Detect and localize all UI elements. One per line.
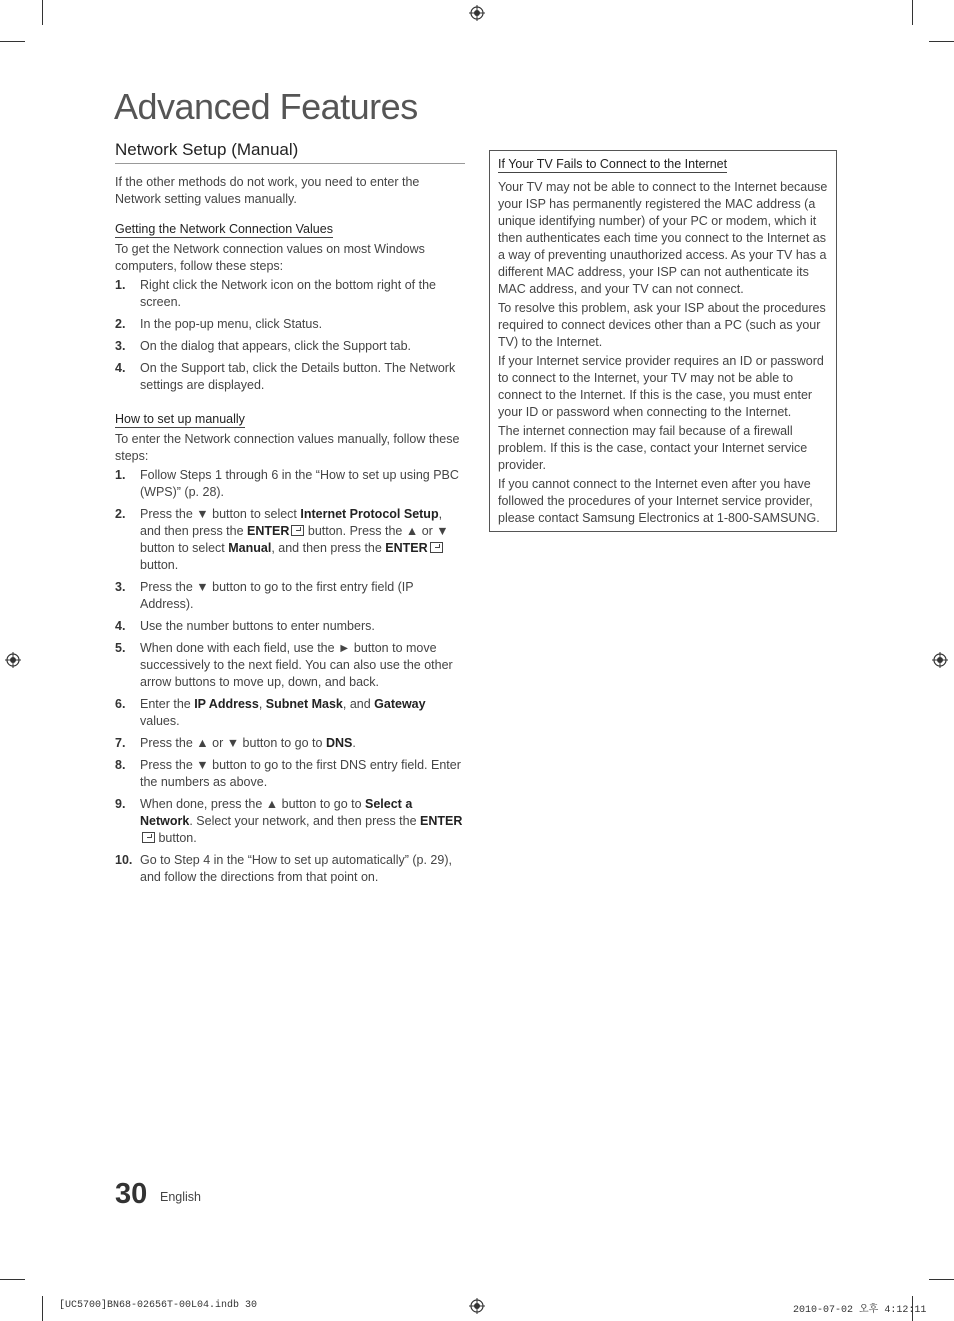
list-item: 4. Use the number buttons to enter numbers. xyxy=(115,619,375,633)
subsection-header xyxy=(115,220,465,238)
print-file-info: [UC5700]BN68-02656T-00L04.indb 30 xyxy=(59,1300,258,1311)
list-item: 2. Press the ▼ button to select Internet Protocol Setup, and then press the ENTER button. Press the ▲ or ▼ button to select Manual, and then press the ENTER button. xyxy=(115,507,449,572)
subsection-heading: Getting the Network Connection Values xyxy=(115,222,333,236)
crop-mark xyxy=(42,0,43,25)
list-item: 9. When done, press the ▲ button to go to Select a Network. Select your network, and then press the ENTER button. xyxy=(115,797,463,845)
list-item: 3. Press the ▼ button to go to the first entry field (IP Address). xyxy=(115,580,414,611)
registration-mark-icon xyxy=(932,652,948,668)
list-item: 1. Follow Steps 1 through 6 in the “How to set up using PBC (WPS)” (p. 28). xyxy=(115,468,459,499)
page-number: 30 xyxy=(115,1178,148,1210)
crop-mark xyxy=(912,0,913,25)
enter-icon xyxy=(142,832,155,843)
subsection-intro: To get the Network connection values on most Windows computers, follow these steps: xyxy=(115,242,425,273)
list-item: 3. On the dialog that appears, click the Support tab. xyxy=(115,339,412,353)
notice-paragraph: Your TV may not be able to connect to the Internet because your ISP has permanently registered the MAC address (a unique identifying number) of your PC or modem, which it then authenticates each time you connect to the Internet as a way of preventing unauthorized access. As your TV has a different MAC address, your ISP can not authenticate its MAC address, and your TV can not connect. xyxy=(498,180,828,296)
print-timestamp: 2010-07-02 오후 4:12:11 xyxy=(793,1305,927,1316)
step-list xyxy=(115,277,465,394)
notice-box xyxy=(489,150,837,532)
section-heading: Network Setup (Manual) xyxy=(115,136,465,164)
crop-mark xyxy=(929,1279,954,1280)
list-item: 5. When done with each field, use the ► button to move successively to the next field. You can also use the other arrow buttons to move up, down, and back. xyxy=(115,641,453,689)
crop-mark xyxy=(929,41,954,42)
list-item: 2. In the pop-up menu, click Status. xyxy=(115,317,323,331)
notice-paragraph: If you cannot connect to the Internet even after you have followed the procedures of your Internet service provider, please contact Samsung Electronics at 1-800-SAMSUNG. xyxy=(498,477,820,525)
registration-mark-icon xyxy=(469,5,485,21)
enter-icon xyxy=(291,525,304,536)
crop-mark xyxy=(0,41,25,42)
page-language: English xyxy=(160,1190,201,1204)
enter-label: ENTER xyxy=(385,541,428,555)
notice-paragraph: To resolve this problem, ask your ISP about the procedures required to connect devices other than a PC (such as your TV) to the Internet. xyxy=(498,301,826,349)
registration-mark-icon xyxy=(469,1298,485,1314)
registration-mark-icon xyxy=(5,652,21,668)
list-item: 4. On the Support tab, click the Details button. The Network settings are displayed. xyxy=(115,361,456,392)
subsection-intro: To enter the Network connection values manually, follow these steps: xyxy=(115,432,460,463)
page-title: Advanced Features xyxy=(114,86,418,127)
enter-label: ENTER xyxy=(247,524,290,538)
step-list xyxy=(115,467,465,886)
list-item: 1. Right click the Network icon on the bottom right of the screen. xyxy=(115,278,436,309)
crop-mark xyxy=(0,1279,25,1280)
list-item: 7. Press the ▲ or ▼ button to go to DNS. xyxy=(115,736,356,750)
enter-label: ENTER xyxy=(420,814,463,828)
intro-paragraph: If the other methods do not work, you need to enter the Network setting values manually. xyxy=(115,175,420,206)
notice-paragraph: The internet connection may fail because of a firewall problem. If this is the case, contact your Internet service provider. xyxy=(498,424,808,472)
notice-paragraph: If your Internet service provider requires an ID or password to connect to the Internet, your TV may not be able to connect to the Internet. If this is the case, you must enter your ID or password when connecting to the Internet. xyxy=(498,354,824,419)
subsection-header xyxy=(115,410,465,428)
list-item: 8. Press the ▼ button to go to the first DNS entry field. Enter the numbers as above. xyxy=(115,758,461,789)
notice-title: If Your TV Fails to Connect to the Internet xyxy=(498,157,728,171)
subsection-heading: How to set up manually xyxy=(115,412,245,426)
list-item: 10. Go to Step 4 in the “How to set up automatically” (p. 29), and follow the directions from that point on. xyxy=(115,853,452,884)
list-item: 6. Enter the IP Address, Subnet Mask, and Gateway values. xyxy=(115,697,426,728)
crop-mark xyxy=(42,1296,43,1321)
main-column xyxy=(115,136,465,886)
enter-icon xyxy=(430,542,443,553)
